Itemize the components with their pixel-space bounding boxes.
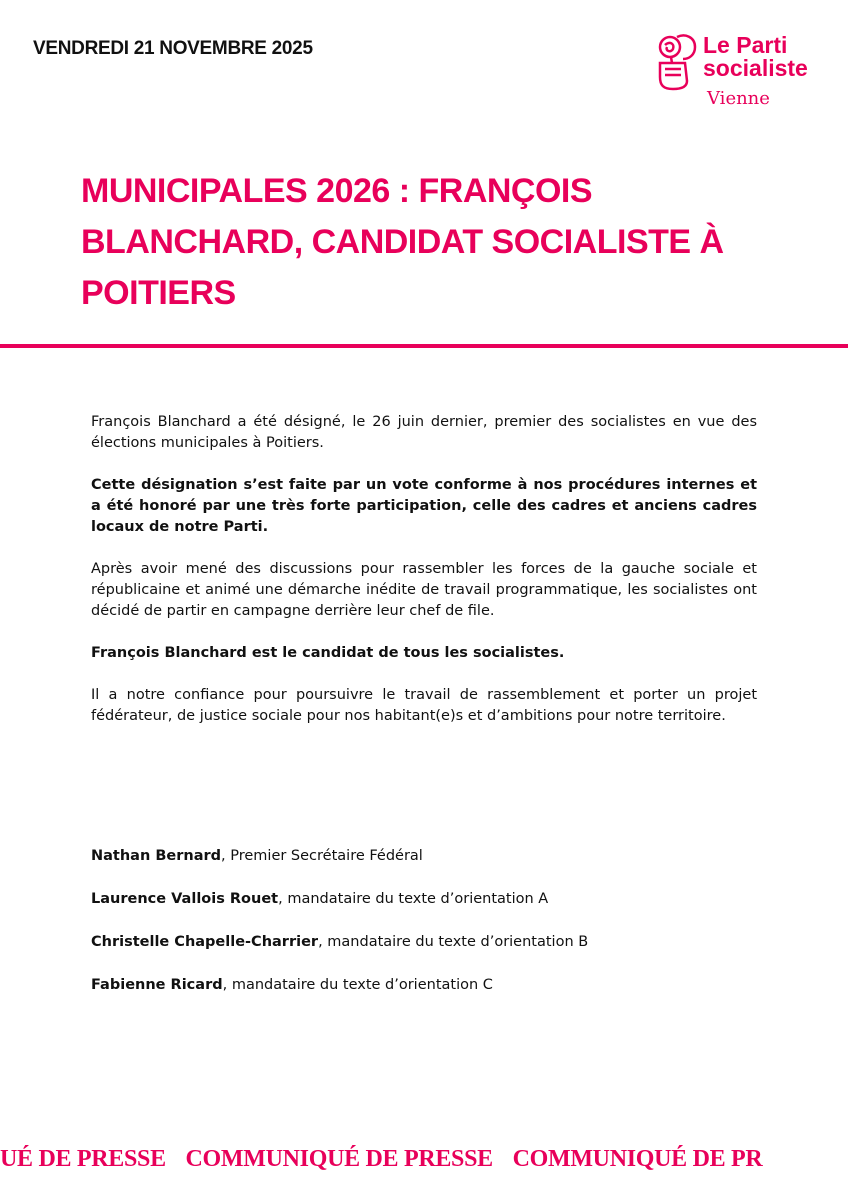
page-title bbox=[81, 166, 821, 319]
logo-text-vienne: Vienne bbox=[707, 88, 770, 109]
banner-text: COMMUNIQUÉ DE PR bbox=[512, 1146, 763, 1172]
press-release-banner bbox=[0, 1146, 848, 1173]
signatory-role: , mandataire du texte d’orientation C bbox=[222, 977, 493, 993]
logo-text-socialiste: socialiste bbox=[703, 55, 808, 81]
press-release-body bbox=[91, 412, 757, 748]
signatory-name: Christelle Chapelle-Charrier bbox=[91, 934, 319, 950]
signatory-role: , mandataire du texte d’orientation B bbox=[318, 934, 589, 950]
title-line: POITIERS bbox=[81, 274, 236, 312]
banner-text: COMMUNIQUÉ DE PRESSE bbox=[185, 1146, 493, 1172]
signatory-name: Laurence Vallois Rouet bbox=[91, 891, 279, 907]
paragraph: François Blanchard a été désigné, le 26 juin dernier, premier des socialistes en vue des élections municipales à Poitiers. bbox=[91, 414, 757, 451]
title-line: MUNICIPALES 2026 : FRANÇOIS bbox=[81, 172, 593, 210]
signatory bbox=[91, 932, 757, 953]
paragraph: Il a notre confiance pour poursuivre le travail de rassemblement et porter un projet fédérateur, de justice sociale pour nos habitant(e)s et d’ambitions pour notre territoire. bbox=[91, 687, 757, 724]
divider bbox=[0, 344, 848, 348]
rose-fist-icon bbox=[655, 33, 699, 91]
paragraph-bold: François Blanchard est le candidat de tous les socialistes. bbox=[91, 645, 565, 661]
banner-text: UÉ DE PRESSE bbox=[0, 1146, 166, 1172]
signatory bbox=[91, 846, 757, 867]
party-logo bbox=[655, 33, 825, 113]
signatory-role: , mandataire du texte d’orientation A bbox=[278, 891, 549, 907]
title-line: BLANCHARD, CANDIDAT SOCIALISTE À bbox=[81, 223, 724, 261]
signatories bbox=[91, 846, 757, 1018]
signatory-role: , Premier Secrétaire Fédéral bbox=[221, 848, 423, 864]
signatory-name: Fabienne Ricard bbox=[91, 977, 223, 993]
signatory bbox=[91, 889, 757, 910]
signatory bbox=[91, 975, 757, 996]
paragraph: Après avoir mené des discussions pour rassembler les forces de la gauche sociale et républicaine et animé une démarche inédite de travail programmatique, les socialistes ont décidé de partir en campagne derrière leur chef de file. bbox=[91, 561, 757, 619]
logo-text-le-parti: Le Parti bbox=[703, 32, 788, 58]
signatory-name: Nathan Bernard bbox=[91, 848, 222, 864]
press-release-date: VENDREDI 21 NOVEMBRE 2025 bbox=[33, 38, 313, 59]
paragraph-bold: Cette désignation s’est faite par un vote conforme à nos procédures internes et a été honoré par une très forte participation, celle des cadres et anciens cadres locaux de notre Parti. bbox=[91, 477, 757, 535]
